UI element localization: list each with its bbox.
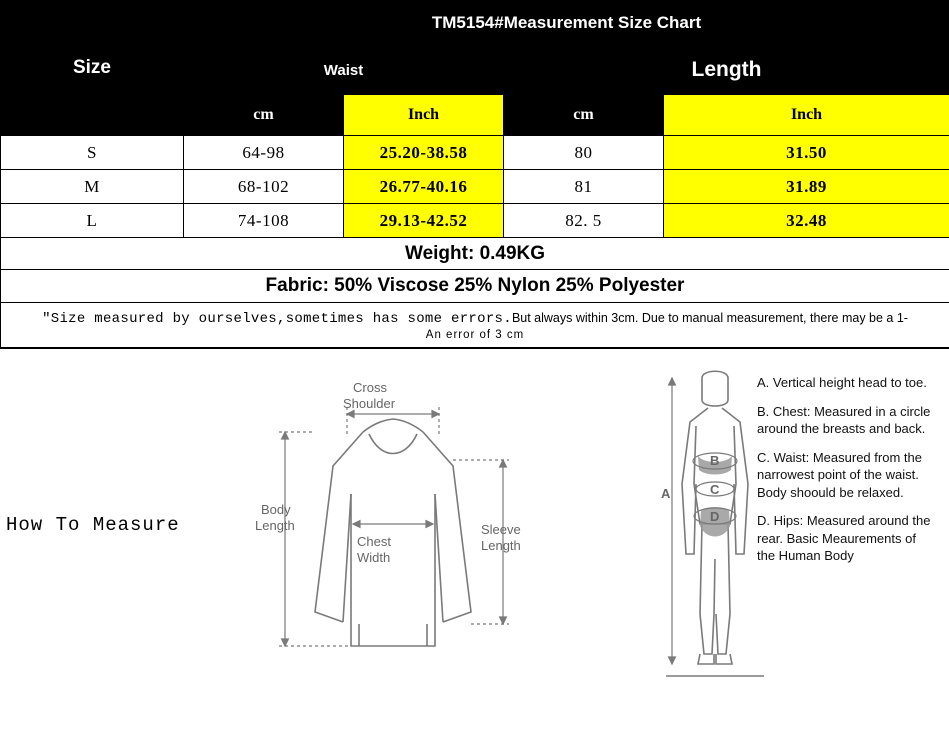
garment-diagram [255,374,545,694]
table-row [1,204,949,238]
row-length-cm: 80 [504,136,664,170]
table-row [1,136,949,170]
body-figure-diagram [660,364,770,684]
measurement-legend [757,374,937,576]
table-row [1,170,949,204]
table-row-title [1,1,949,46]
label-chest-width-line1: Chest [357,534,391,549]
weight-row [1,238,949,270]
length-cm-header: cm [504,95,664,136]
legend-item-b: B. Chest: Measured in a circle around the breasts and back. [757,403,931,437]
legend-item-c: C. Waist: Measured from the narrowest point of the waist. Body shoould be relaxed. [757,449,922,500]
length-header-cell: Length [504,46,949,95]
row-size: L [1,204,184,238]
waist-cm-header: cm [184,95,344,136]
how-to-measure-section [0,348,949,721]
label-sleeve-length-line1: Sleeve [481,522,521,537]
label-body-length-line1: Body [261,502,291,517]
note-text-a: "Size measured by ourselves,sometimes has some errors. [42,310,512,327]
how-to-measure-heading: How To Measure [6,514,180,536]
row-waist-inch: 25.20-38.58 [344,136,504,170]
waist-inch-header: Inch [344,95,504,136]
row-size: S [1,136,184,170]
row-length-inch: 31.89 [664,170,949,204]
note-text-b: But always within 3cm. Due to manual measurement, there may be a 1- [511,310,908,325]
row-waist-cm: 64-98 [184,136,344,170]
label-body-length-line2: Length [255,518,295,533]
weight-text: Weight: 0.49KG [1,238,949,270]
body-marker-c: C [710,482,720,497]
row-length-inch: 31.50 [664,136,949,170]
row-waist-cm: 74-108 [184,204,344,238]
body-marker-d: D [710,509,720,524]
legend-item-d: D. Hips: Measured around the rear. Basic Meaurements of the Human Body [757,513,931,564]
note-text-c: An error of 3 cm [425,329,525,342]
label-cross-shoulder-line2: Shoulder [343,396,396,411]
row-waist-inch: 29.13-42.52 [344,204,504,238]
fabric-row [1,270,949,303]
row-size: M [1,170,184,204]
note-line-1 [1,308,949,329]
body-marker-b: B [710,453,720,468]
fabric-text: Fabric: 50% Viscose 25% Nylon 25% Polyester [1,270,949,303]
row-length-cm: 81 [504,170,664,204]
chart-title: TM5154#Measurement Size Chart [184,1,949,46]
label-chest-width-line2: Width [357,550,391,565]
size-chart-table [0,0,949,348]
body-marker-a: A [661,486,671,501]
row-waist-cm: 68-102 [184,170,344,204]
row-length-cm: 82. 5 [504,204,664,238]
label-cross-shoulder-line1: Cross [353,380,387,395]
size-header-cell: Size [1,1,184,136]
note-row [1,303,949,348]
row-length-inch: 32.48 [664,204,949,238]
label-sleeve-length-line2: Length [481,538,521,553]
waist-header-cell: Waist [184,46,504,95]
note-cell [1,303,949,348]
length-inch-header: Inch [664,95,949,136]
legend-item-a: A. Vertical height head to toe. [757,375,927,390]
row-waist-inch: 26.77-40.16 [344,170,504,204]
